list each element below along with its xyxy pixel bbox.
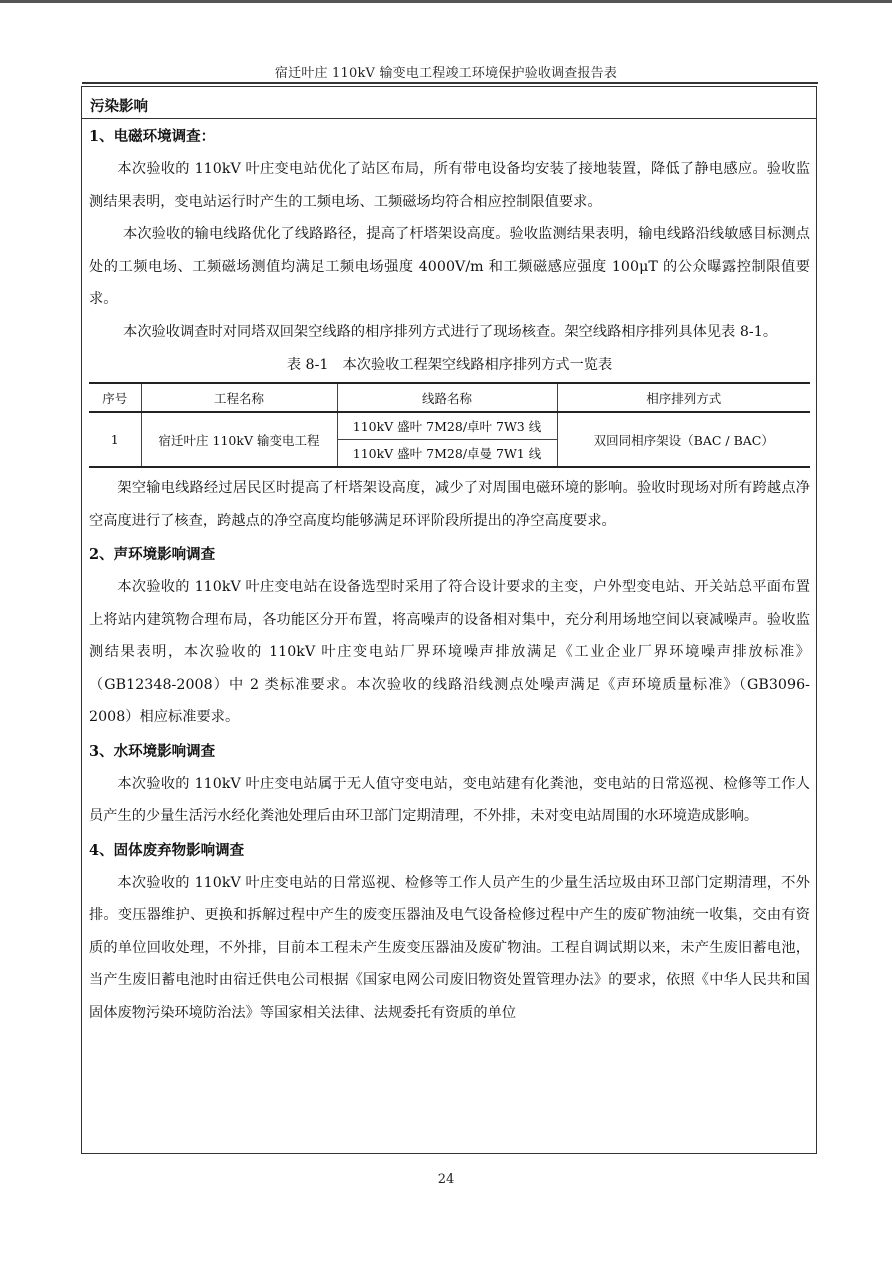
section-title: 污染影响 [82,87,816,119]
paragraph: 本次验收的 110kV 叶庄变电站的日常巡视、检修等工作人员产生的少量生活垃圾由环卫部门定期清理，不外排。变压器维护、更换和拆解过程中产生的废变压器油及电气设备检修过程中产生的废矿物油统一收集，交由有资质的单位回收处理，不外排，目前本工程未产生废变压器油及废矿物油。工程自调试期以来，未产生废旧蓄电池，当产生废旧蓄电池时由宿迁供电公司根据《国家电网公司废旧物资处置管理办法》的要求，依照《中华人民共和国固体废物污染环境防治法》等国家相关法律、法规委托有资质的单位 [89,874,810,1021]
subsection-heading-solid-waste: 4、固体废弃物影响调查 [89,841,245,859]
column-header: 工程名称 [141,383,337,412]
section-content [82,119,816,1029]
running-header: 宿迁叶庄 110kV 输变电工程竣工环境保护验收调查报告表 [274,66,618,81]
cell-line-name: 110kV 盛叶 7M28/卓曼 7W1 线 [337,440,557,468]
paragraph: 架空输电线路经过居民区时提高了杆塔架设高度，减少了对周围电磁环境的影响。验收时现场对所有跨越点净空高度进行了核查，跨越点的净空高度均能够满足环评阶段所提出的净空高度要求。 [89,480,810,529]
column-header: 线路名称 [337,383,557,412]
phase-arrangement-table [89,382,810,468]
subsection-heading-noise: 2、声环境影响调查 [89,546,216,563]
cell-project: 宿迁叶庄 110kV 输变电工程 [141,412,337,467]
paragraph: 本次验收的输电线路优化了线路路径，提高了杆塔架设高度。验收监测结果表明，输电线路沿线敏感目标测点处的工频电场、工频磁场测值均满足工频电场强度 4000V/m 和工频磁感应强度 100μT 的公众曝露控制限值要求。 [89,226,810,307]
table-row [89,412,810,440]
column-header: 相序排列方式 [557,383,810,412]
cell-index: 1 [89,412,141,467]
paragraph: 本次验收的 110kV 叶庄变电站在设备选型时采用了符合设计要求的主变，户外型变电站、开关站总平面布置上将站内建筑物合理布局，各功能区分开布置，将高噪声的设备相对集中，充分利用场地空间以衰减噪声。验收监测结果表明，本次验收的 110kV 叶庄变电站厂界环境噪声排放满足《工业企业厂界环境噪声排放标准》（GB12348-2008）中 2 类标准要求。本次验收的线路沿线测点处噪声满足《声环境质量标准》（GB3096-2008）相应标准要求。 [89,579,810,725]
subsection-heading-water: 3、水环境影响调查 [89,742,216,760]
cell-phase-arrangement: 双回同相序架设（BAC / BAC） [557,412,810,467]
subsection-heading-em: 1、电磁环境调查： [89,128,216,145]
header-rule [82,82,818,84]
paragraph: 本次验收的 110kV 叶庄变电站属于无人值守变电站，变电站建有化粪池，变电站的日常巡视、检修等工作人员产生的少量生活污水经化粪池处理后由环卫部门定期清理，不外排，未对变电站周围的水环境造成影响。 [89,775,810,824]
table-header-row [89,383,810,412]
cell-line-name: 110kV 盛叶 7M28/卓叶 7W3 线 [337,412,557,440]
report-table-frame [81,86,817,1154]
paragraph: 本次验收调查时对同塔双回架空线路的相序排列方式进行了现场核查。架空线路相序排列具体见表 8-1。 [123,323,778,340]
page-top-border [0,0,892,3]
paragraph: 本次验收的 110kV 叶庄变电站优化了站区布局，所有带电设备均安装了接地装置，降低了静电感应。验收监测结果表明，变电站运行时产生的工频电场、工频磁场均符合相应控制限值要求。 [89,161,810,210]
table-caption: 表 8-1 本次验收工程架空线路相序排列方式一览表 [286,357,613,373]
column-header: 序号 [89,383,141,412]
page-number: 24 [437,1172,455,1187]
